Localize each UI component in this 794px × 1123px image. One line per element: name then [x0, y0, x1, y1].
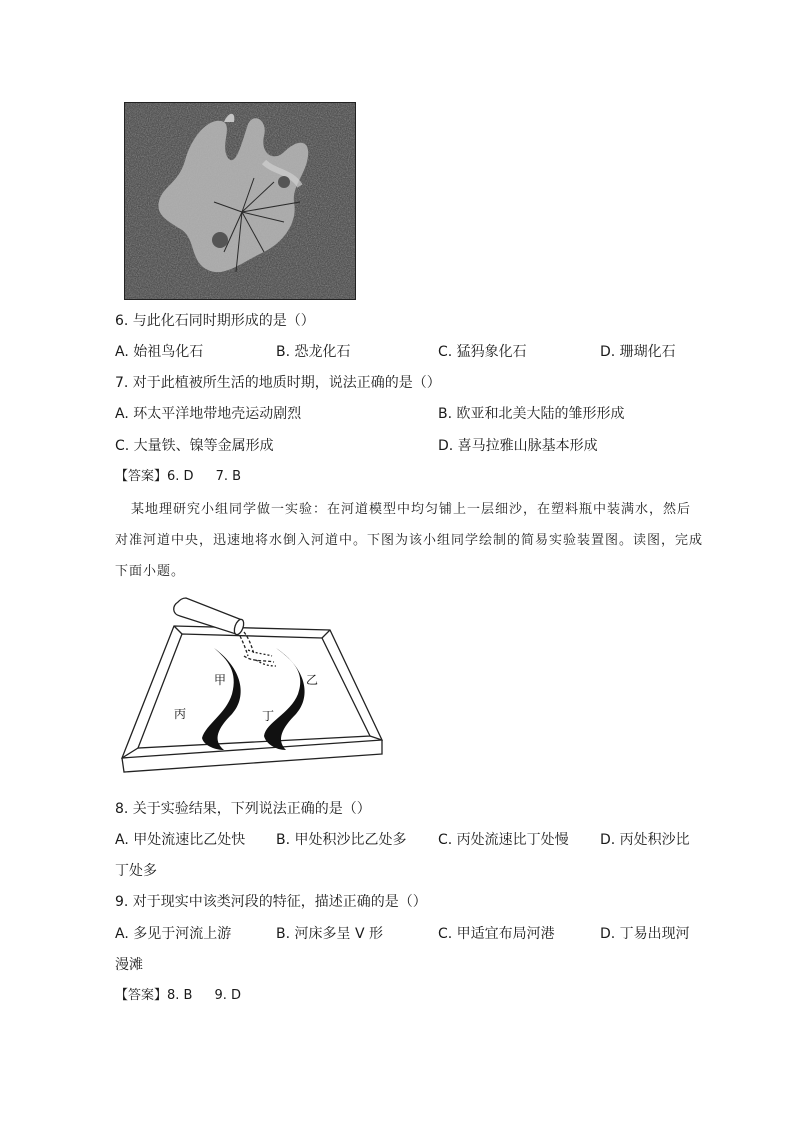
answer-block-2 [115, 986, 241, 1006]
q8-option-c: C. 丙处流速比丁处慢 [438, 832, 569, 848]
sand-bend-right [264, 648, 305, 750]
passage-line-2: 对准河道中央，迅速地将水倒入河道中。下图为该小组同学绘制的简易实验装置图。读图，完成 [115, 533, 704, 548]
q9-option-b: B. 河床多呈 V 形 [276, 926, 383, 942]
q9-stem: 9. 对于现实中该类河段的特征，描述正确的是（） [115, 894, 427, 910]
q7-option-d: D. 喜马拉雅山脉基本形成 [438, 438, 598, 454]
fossil-photo [124, 102, 356, 300]
q9-option-c: C. 甲适宜布局河港 [438, 926, 555, 942]
answer-tag: 【答案】 [115, 469, 168, 484]
experiment-diagram [116, 590, 396, 780]
q6-stem: 6. 与此化石同时期形成的是（） [115, 313, 315, 329]
passage-line-1: 某地理研究小组同学做一实验：在河道模型中均匀铺上一层细沙，在塑料瓶中装满水，然后 [131, 502, 692, 517]
q7-option-c: C. 大量铁、镍等金属形成 [115, 438, 274, 454]
label-jia: 甲 [214, 673, 227, 687]
q6-option-a: A. 始祖鸟化石 [115, 344, 204, 360]
q7-stem: 7. 对于此植被所生活的地质时期，说法正确的是（） [115, 375, 441, 391]
q9-option-a: A. 多见于河流上游 [115, 926, 232, 942]
answer-6: 6. D [167, 469, 194, 484]
q8-option-d: D. 丙处积沙比 [600, 832, 690, 848]
label-bing: 丙 [174, 707, 187, 721]
label-ding: 丁 [262, 709, 275, 723]
answer-tag: 【答案】 [115, 988, 168, 1003]
passage-line-3: 下面小题。 [115, 564, 186, 579]
label-yi: 乙 [306, 673, 319, 687]
q6-option-b: B. 恐龙化石 [276, 344, 351, 360]
answer-block-1 [115, 467, 241, 487]
q9-option-d: D. 丁易出现河 [600, 926, 690, 942]
q8-stem: 8. 关于实验结果，下列说法正确的是（） [115, 801, 371, 817]
sand-bend-left [202, 648, 241, 750]
q8-option-b: B. 甲处积沙比乙处多 [276, 832, 407, 848]
q6-option-c: C. 猛犸象化石 [438, 344, 527, 360]
answer-7: 7. B [215, 469, 242, 484]
answer-9: 9. D [214, 988, 242, 1003]
q8-option-a: A. 甲处流速比乙处快 [115, 832, 246, 848]
q7-option-a: A. 环太平洋地带地壳运动剧烈 [115, 406, 302, 422]
q6-option-d: D. 珊瑚化石 [600, 344, 676, 360]
q9-option-d-cont: 漫滩 [115, 957, 143, 973]
answer-8: 8. B [167, 988, 193, 1003]
q7-option-b: B. 欧亚和北美大陆的雏形形成 [438, 406, 625, 422]
q8-option-d-cont: 丁处多 [115, 863, 157, 879]
